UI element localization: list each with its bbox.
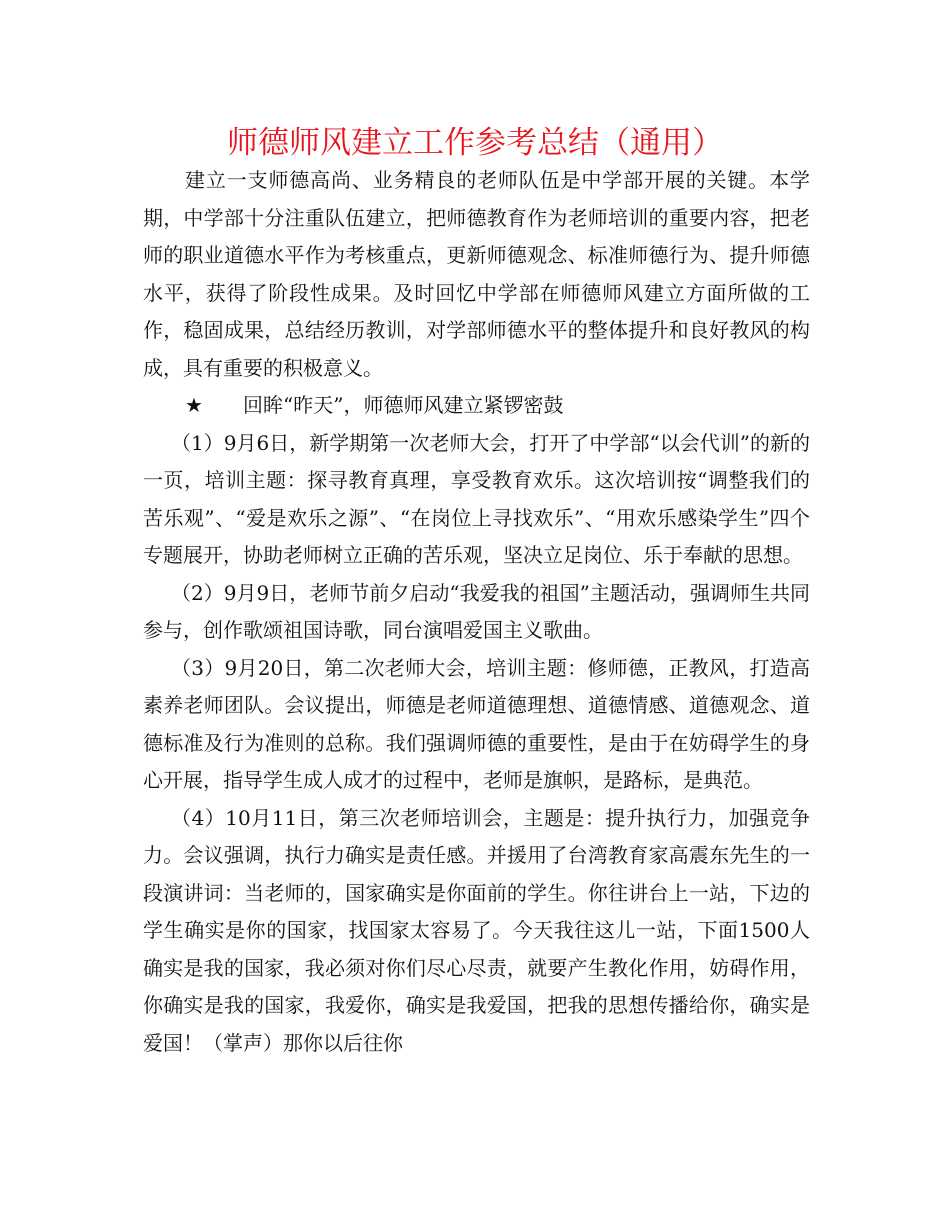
item-paragraph-3: （3）9月20日，第二次老师大会，培训主题：修师德，正教风，打造高素养老师团队。会议提出，师德是老师道德理想、道德情感、道德观念、道德标准及行为准则的总称。我们强调师德的重要性，是由于在妨碍学生的身心开展，指导学生成人成才的过程中，老师是旗帜，是路标，是典范。 <box>143 655 810 792</box>
star-icon: ★ <box>185 393 203 417</box>
item-paragraph-2: （2）9月9日，老师节前夕启动“我爱我的祖国”主题活动，强调师生共同参与，创作歌颂祖国诗歌，同台演唱爱国主义歌曲。 <box>143 580 810 642</box>
document-title: 师德师风建立工作参考总结（通用） <box>227 125 723 161</box>
intro-paragraph: 建立一支师德高尚、业务精良的老师队伍是中学部开展的关键。本学期，中学部十分注重队伍建立，把师德教育作为老师培训的重要内容，把老师的职业道德水平作为考核重点，更新师德观念、标准师德行为、提升师德水平，获得了阶段性成果。及时回忆中学部在师德师风建立方面所做的工作，稳固成果，总结经历教训，对学部师德水平的整体提升和良好教风的构成，具有重要的积极意义。 <box>143 168 810 380</box>
item-paragraph-1: （1）9月6日，新学期第一次老师大会，打开了中学部“以会代训”的新的一页，培训主题：探寻教育真理，享受教育欢乐。这次培训按“调整我们的苦乐观”、“爱是欢乐之源”、“在岗位上寻找欢乐”、“用欢乐感染学生”四个专题展开，协助老师树立正确的苦乐观，坚决立足岗位、乐于奉献的思想。 <box>143 430 810 567</box>
section-heading: 回眸“昨天”，师德师风建立紧锣密鼓 <box>243 393 564 417</box>
section-heading-line <box>143 387 810 425</box>
document-body <box>143 162 810 1062</box>
item-paragraph-4: （4）10月11日，第三次老师培训会，主题是：提升执行力，加强竞争力。会议强调，执行力确实是责任感。并援用了台湾教育家高震东先生的一段演讲词：当老师的，国家确实是你面前的学生。你往讲台上一站，下边的学生确实是你的国家，找国家太容易了。今天我往这儿一站，下面1500人确实是我的国家，我必须对你们尽心尽责，就要产生教化作用，妨碍作用，你确实是我的国家，我爱你，确实是我爱国，把我的思想传播给你，确实是爱国！（掌声）那你以后往你 <box>143 805 810 1055</box>
